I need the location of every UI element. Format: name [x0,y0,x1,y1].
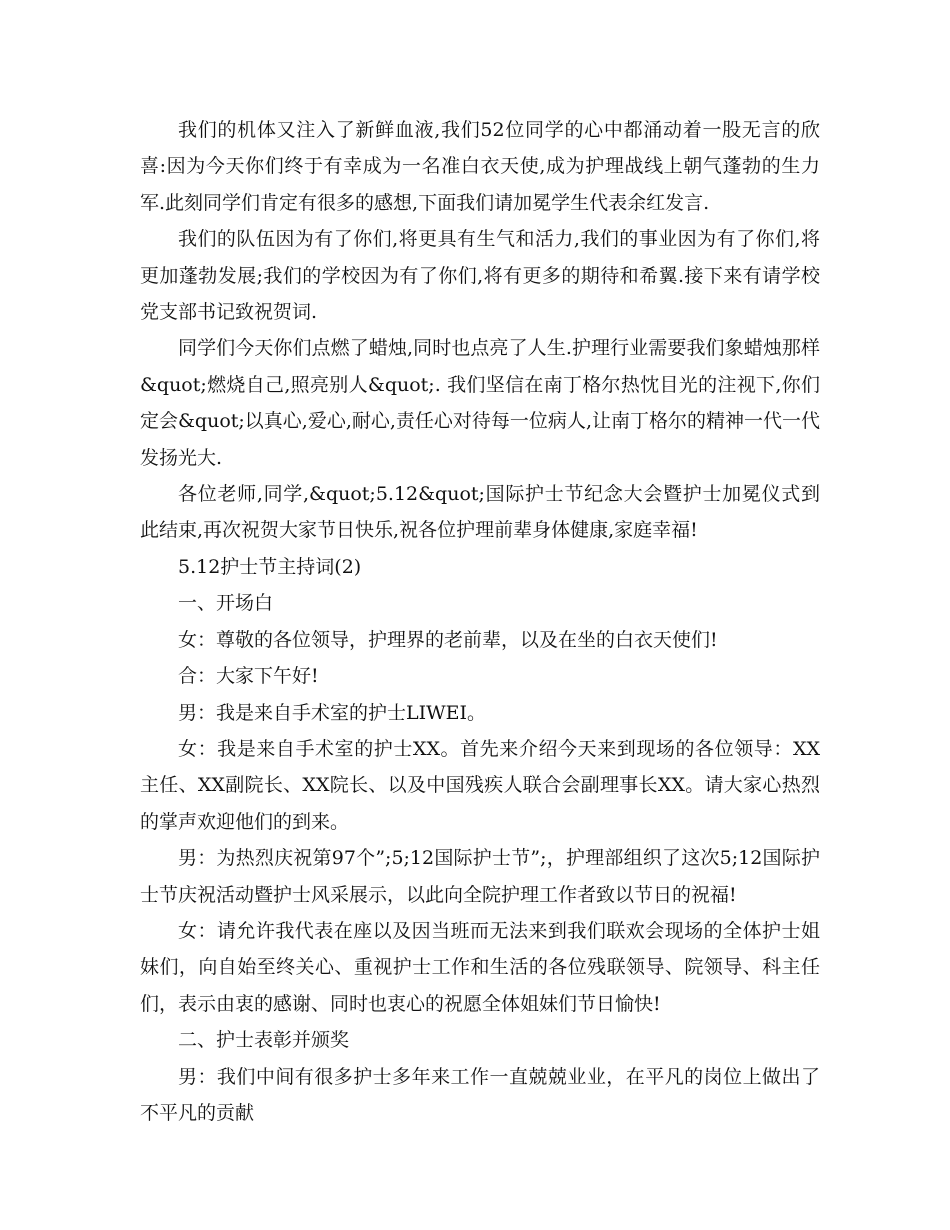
dialogue-line: 女：我是来自手术室的护士XX。首先来介绍今天来到现场的各位领导：XX主任、XX副院长、XX院长、以及中国残疾人联合会副理事长XX。请大家心热烈的掌声欢迎他们的到来。 [140,737,820,833]
dialogue-line: 男：我们中间有很多护士多年来工作一直兢兢业业，在平凡的岗位上做出了不平凡的贡献 [140,1065,820,1124]
dialogue-line: 女：请允许我代表在座以及因当班而无法来到我们联欢会现场的全体护士姐妹们，向自始至终关心、重视护士工作和生活的各位残联领导、院领导、科主任们，表示由衷的感谢、同时也衷心的祝愿全体姐妹们节日愉快! [140,919,820,1015]
dialogue-line: 合：大家下午好! [178,665,319,688]
dialogue-line: 男：我是来自手术室的护士LIWEI。 [178,701,487,724]
section-heading: 二、护士表彰并颁奖 [178,1029,350,1052]
paragraph: 各位老师,同学,&quot;5.12&quot;国际护士节纪念大会暨护士加冕仪式到此结束,再次祝贺大家节日快乐,祝各位护理前辈身体健康,家庭幸福! [140,483,820,542]
section-title: 5.12护士节主持词(2) [178,555,362,578]
document-body [140,112,820,1131]
paragraph: 我们的机体又注入了新鲜血液,我们52位同学的心中都涌动着一股无言的欣喜:因为今天你们终于有幸成为一名准白衣天使,成为护理战线上朝气蓬勃的生力军.此刻同学们肯定有很多的感想,下面我们请加冕学生代表余红发言. [140,119,820,214]
section-heading: 一、开场白 [178,592,274,615]
paragraph: 同学们今天你们点燃了蜡烛,同时也点亮了人生.护理行业需要我们象蜡烛那样&quot;燃烧自己,照亮别人&quot;. 我们坚信在南丁格尔热忱目光的注视下,你们定会&quot;以真心,爱心,耐心,责任心对待每一位病人,让南丁格尔的精神一代一代发扬光大. [140,337,820,469]
dialogue-line: 女：尊敬的各位领导，护理界的老前辈，以及在坐的白衣天使们! [178,628,718,651]
paragraph: 我们的队伍因为有了你们,将更具有生气和活力,我们的事业因为有了你们,将更加蓬勃发展;我们的学校因为有了你们,将有更多的期待和希翼.接下来有请学校党支部书记致祝贺词. [140,228,820,324]
dialogue-line: 男：为热烈庆祝第97个”;5;12国际护士节”;，护理部组织了这次5;12国际护士节庆祝活动暨护士风采展示，以此向全院护理工作者致以节日的祝福! [140,847,820,906]
